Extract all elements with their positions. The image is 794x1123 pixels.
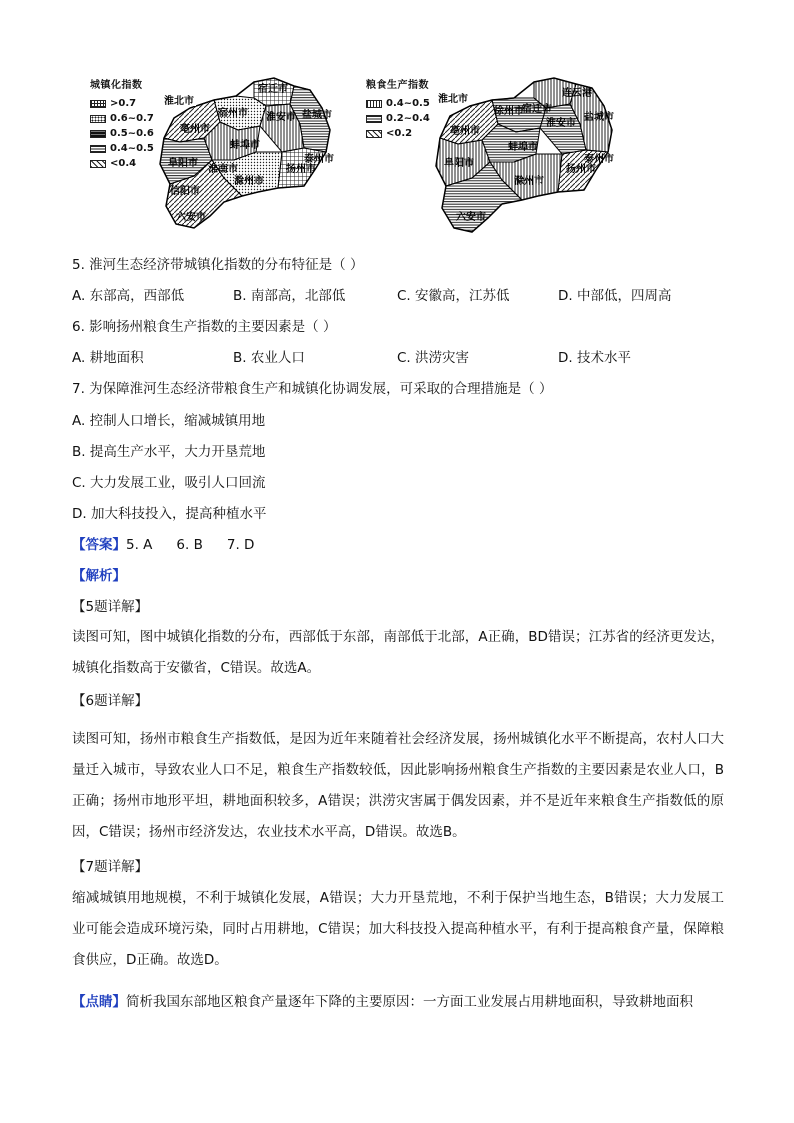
city-label: 淮南市	[208, 164, 238, 175]
detail-6-title: 【6题详解】	[72, 693, 149, 709]
city-label: 阜阳市	[444, 158, 474, 169]
city-label: 扬州市	[286, 164, 316, 175]
q7-option-a: A. 控制人口增长，缩减城镇用地	[72, 413, 266, 429]
analysis-label: 【解析】	[72, 568, 126, 584]
city-label: 淮北市	[438, 94, 468, 105]
vertical-pattern-swatch	[366, 100, 382, 108]
answer-value: 6. B	[176, 537, 203, 553]
q5-option-b: B. 南部高，北部低	[233, 288, 346, 304]
detail-5-text: 读图可知，图中城镇化指数的分布，西部低于东部，南部低于北部，A正确，BD错误；江苏省的经济更发达，城镇化指数高于安徽省，C错误。故选A。	[72, 629, 724, 676]
horizontal-pattern-swatch	[366, 115, 382, 123]
city-label: 淮北市	[164, 96, 194, 107]
legend-title: 城镇化指数	[90, 80, 143, 91]
answer-line	[72, 536, 254, 554]
urbanization-map	[154, 68, 344, 240]
tip-label: 【点睛】	[72, 994, 126, 1010]
tip-text: 简析我国东部地区粮食产量逐年下降的主要原因：一方面工业发展占用耕地面积，导致耕地面积	[126, 994, 693, 1010]
city-label: 盐城市	[584, 112, 614, 123]
city-label: 淮安市	[546, 118, 576, 129]
diagonal-pattern-swatch	[366, 130, 382, 138]
city-label: 泰州市	[584, 154, 614, 165]
q7-option-b: B. 提高生产水平，大力开垦荒地	[72, 444, 266, 460]
legend-item: >0.7	[90, 96, 154, 111]
legend-item: 0.5~0.6	[90, 126, 154, 141]
answer-label: 【答案】	[72, 537, 126, 553]
city-label: 亳州市	[180, 124, 210, 135]
tip-line	[72, 993, 724, 1011]
diagonal-pattern-swatch	[90, 160, 106, 168]
legend-item: 0.6~0.7	[90, 111, 154, 126]
city-label: 宿州市	[218, 108, 248, 119]
horizontal-pattern-swatch	[90, 145, 106, 153]
answer-value: 5. A	[126, 537, 153, 553]
city-label: 宿迁市	[258, 84, 288, 95]
city-label: 信阳市	[170, 186, 200, 197]
q5-option-a: A. 东部高，西部低	[72, 288, 185, 304]
city-label: 泰州市	[304, 154, 334, 165]
answer-value: 7. D	[226, 537, 255, 553]
city-label: 宿迁市	[522, 104, 552, 115]
city-label: 阜阳市	[168, 158, 198, 169]
detail-5-title: 【5题详解】	[72, 599, 149, 615]
q7-option-d: D. 加大科技投入，提高种植水平	[72, 506, 267, 522]
q6-option-d: D. 技术水平	[558, 350, 631, 366]
city-label: 徐州市	[494, 106, 524, 117]
city-label: 淮安市	[266, 112, 296, 123]
legend-item: 0.2~0.4	[366, 111, 430, 126]
q5-option-d: D. 中部低，四周高	[558, 288, 672, 304]
question-5-stem: 5. 淮河生态经济带城镇化指数的分布特征是（ ）	[72, 257, 364, 273]
city-label: 蚌埠市	[230, 140, 260, 151]
legend-title: 粮食生产指数	[366, 80, 429, 91]
grain-production-legend	[366, 78, 430, 141]
dot-pattern-swatch	[90, 115, 106, 123]
city-label: 六安市	[176, 212, 206, 223]
city-label: 滁州市	[514, 176, 544, 187]
grain-production-map	[430, 68, 626, 240]
city-label: 连云港	[562, 88, 592, 99]
question-7-stem: 7. 为保障淮河生态经济带粮食生产和城镇化协调发展，可采取的合理措施是（ ）	[72, 381, 553, 397]
question-6-stem: 6. 影响扬州粮食生产指数的主要因素是（ ）	[72, 319, 337, 335]
q6-option-c: C. 洪涝灾害	[397, 350, 470, 366]
city-label: 滁州市	[234, 176, 264, 187]
legend-item: 0.4~0.5	[366, 96, 430, 111]
grid-pattern-swatch	[90, 100, 106, 108]
city-label: 亳州市	[450, 126, 480, 137]
legend-item: 0.4~0.5	[90, 141, 154, 156]
urbanization-legend	[90, 78, 154, 171]
city-label: 盐城市	[302, 110, 332, 121]
legend-item: <0.2	[366, 126, 430, 141]
legend-item: <0.4	[90, 156, 154, 171]
q7-option-c: C. 大力发展工业，吸引人口回流	[72, 475, 266, 491]
city-label: 扬州市	[566, 164, 596, 175]
maps-figure	[86, 68, 626, 240]
q6-option-a: A. 耕地面积	[72, 350, 144, 366]
detail-6-text: 读图可知，扬州市粮食生产指数低，是因为近年来随着社会经济发展，扬州城镇化水平不断提高，农村人口大量迁入城市，导致农业人口不足，粮食生产指数较低，因此影响扬州粮食生产指数的主要因素是农业人口，B正确；扬州市地形平坦，耕地面积较多，A错误；洪涝灾害属于偶发因素，并不是近年来粮食生产指数低的原因，C错误；扬州市经济发达，农业技术水平高，D错误。故选B。	[72, 731, 724, 840]
city-label: 蚌埠市	[508, 142, 538, 153]
dark-pattern-swatch	[90, 130, 106, 138]
q5-option-c: C. 安徽高，江苏低	[397, 288, 510, 304]
detail-7-text: 缩减城镇用地规模，不利于城镇化发展，A错误；大力开垦荒地，不利于保护当地生态，B错误；大力发展工业可能会造成环境污染，同时占用耕地，C错误；加大科技投入提高种植水平，有利于提高粮食产量，保障粮食供应，D正确。故选D。	[72, 890, 724, 968]
q6-option-b: B. 农业人口	[233, 350, 305, 366]
city-label: 六安市	[456, 212, 486, 223]
detail-7-title: 【7题详解】	[72, 859, 149, 875]
